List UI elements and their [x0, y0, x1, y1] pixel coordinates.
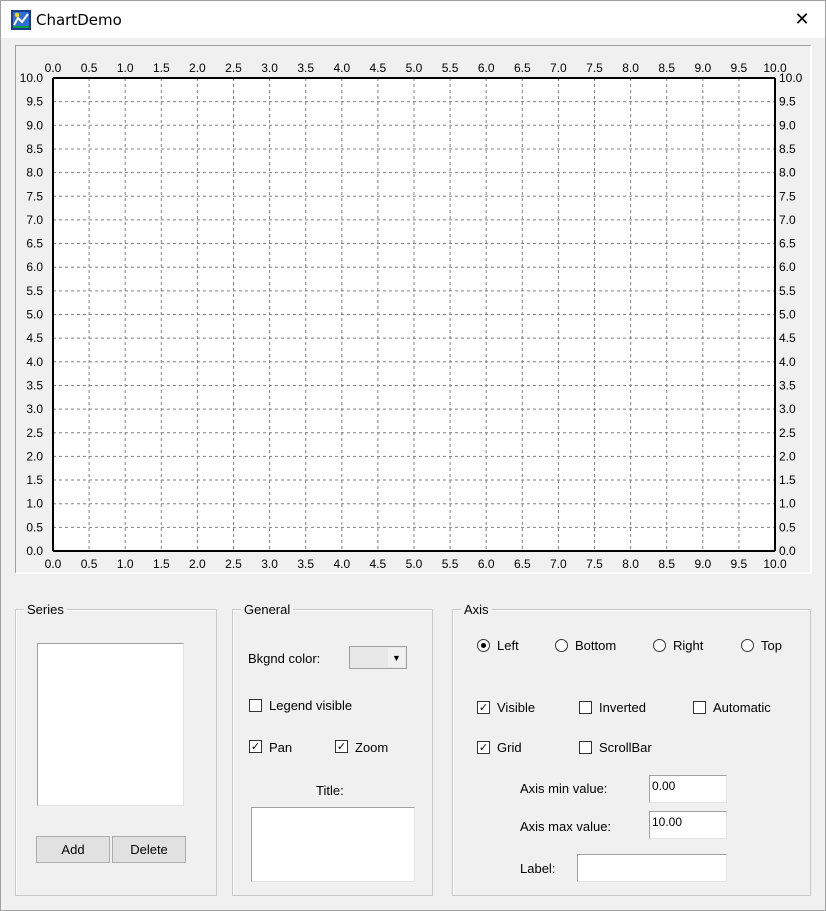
y-tick-label-left: 0.0 [26, 544, 43, 558]
y-tick-label-left: 8.5 [26, 141, 43, 156]
axis-radio-top[interactable] [741, 639, 754, 652]
x-tick-label-top: 6.5 [513, 61, 531, 75]
chartdemo-app-icon [11, 10, 31, 30]
y-tick-label-right: 9.5 [779, 94, 796, 109]
zoom-label[interactable]: Zoom [355, 740, 389, 755]
series-group [15, 602, 217, 896]
x-tick-label-top: 3.5 [297, 61, 315, 75]
axis-min-input[interactable]: 0.00 [649, 775, 727, 803]
y-tick-label-right: 1.0 [779, 496, 796, 511]
axis-grid-checkbox[interactable]: ✓ [478, 741, 489, 754]
y-tick-label-left: 6.5 [26, 236, 43, 251]
x-tick-label-bottom: 4.5 [369, 557, 387, 571]
y-tick-label-left: 7.5 [26, 189, 43, 204]
axis-automatic-checkbox[interactable] [693, 701, 706, 714]
x-tick-label-bottom: 8.5 [658, 557, 676, 571]
y-tick-label-right: 9.0 [779, 118, 796, 133]
y-tick-label-left: 5.5 [26, 283, 43, 298]
x-tick-label-top: 3.0 [261, 61, 278, 75]
y-tick-label-left: 0.5 [26, 520, 43, 535]
zoom-checkbox[interactable]: ✓ [336, 740, 347, 753]
x-tick-label-bottom: 1.5 [152, 557, 170, 571]
pan-label[interactable]: Pan [269, 740, 293, 755]
axis-radio-right[interactable] [653, 639, 666, 652]
y-tick-label-left: 1.0 [26, 496, 43, 511]
axis-max-label: Axis max value: [520, 819, 612, 834]
x-tick-label-top: 6.0 [477, 61, 495, 75]
y-tick-label-right: 6.5 [779, 236, 796, 251]
y-tick-label-left: 10.0 [19, 71, 43, 85]
delete-series-button[interactable] [112, 836, 186, 863]
y-tick-label-right: 1.5 [779, 473, 796, 488]
legend-visible-label[interactable]: Legend visible [269, 698, 353, 713]
y-tick-label-right: 5.0 [779, 307, 796, 322]
series-list[interactable] [37, 643, 184, 806]
axis-min-label: Axis min value: [520, 781, 608, 796]
bkgnd-color-label: Bkgnd color: [248, 651, 321, 666]
x-tick-label-bottom: 7.0 [550, 557, 567, 571]
x-tick-label-bottom: 3.0 [261, 557, 278, 571]
title-label: Title: [316, 783, 344, 798]
x-tick-label-top: 8.0 [622, 61, 639, 75]
y-tick-label-left: 4.5 [26, 331, 43, 346]
axis-radio-bottom-label[interactable]: Bottom [575, 638, 617, 653]
axis-group [452, 602, 811, 896]
axis-label-label: Label: [520, 861, 556, 876]
x-tick-label-bottom: 5.5 [441, 557, 459, 571]
y-tick-label-right: 4.0 [779, 354, 796, 369]
axis-label-input[interactable] [577, 854, 727, 882]
pan-checkbox[interactable]: ✓ [250, 740, 261, 753]
y-tick-label-right: 3.0 [779, 402, 796, 417]
general-group [232, 602, 433, 896]
bkgnd-color-combo[interactable] [349, 646, 407, 669]
y-tick-label-left: 2.5 [26, 425, 43, 440]
axis-inverted-label[interactable]: Inverted [599, 700, 646, 715]
y-tick-label-right: 2.0 [779, 449, 796, 464]
axis-radio-left-label[interactable]: Left [497, 638, 519, 653]
y-tick-label-left: 9.0 [26, 118, 43, 133]
y-tick-label-left: 1.5 [26, 473, 43, 488]
y-tick-label-right: 0.0 [779, 544, 796, 558]
x-tick-label-top: 9.0 [694, 61, 712, 75]
x-tick-label-bottom: 6.0 [477, 557, 495, 571]
radio-selected-dot [481, 643, 486, 648]
chevron-down-icon[interactable]: ▼ [388, 648, 405, 667]
x-tick-label-bottom: 0.0 [44, 557, 62, 571]
x-tick-label-top: 4.5 [369, 61, 387, 75]
axis-group-title: Axis [461, 602, 492, 617]
x-tick-label-bottom: 2.5 [225, 557, 242, 571]
axis-radio-left[interactable] [477, 639, 490, 652]
axis-scrollbar-checkbox[interactable] [579, 741, 592, 754]
x-tick-label-bottom: 5.0 [405, 557, 423, 571]
legend-visible-checkbox[interactable] [249, 699, 262, 712]
y-tick-label-right: 4.5 [779, 331, 796, 346]
y-tick-label-left: 8.0 [26, 165, 43, 180]
x-tick-label-bottom: 4.0 [333, 557, 351, 571]
window-title: ChartDemo [36, 11, 122, 29]
y-tick-label-left: 3.5 [26, 378, 43, 393]
axis-visible-label[interactable]: Visible [497, 700, 536, 715]
add-series-button[interactable] [36, 836, 110, 863]
x-tick-label-top: 2.5 [225, 61, 242, 75]
y-tick-label-left: 5.0 [26, 307, 43, 322]
chart-title-input[interactable] [251, 807, 415, 882]
axis-radio-bottom[interactable] [555, 639, 568, 652]
title-bar[interactable] [1, 1, 825, 38]
x-tick-label-top: 0.0 [44, 61, 62, 75]
chart-control[interactable] [15, 45, 812, 574]
x-tick-label-bottom: 7.5 [586, 557, 603, 571]
y-tick-label-right: 8.0 [779, 165, 796, 180]
axis-automatic-label[interactable]: Automatic [713, 700, 771, 715]
axis-max-input[interactable]: 10.00 [649, 811, 727, 839]
axis-grid-label[interactable]: Grid [497, 740, 522, 755]
x-tick-label-bottom: 10.0 [763, 557, 787, 571]
x-tick-label-top: 1.0 [116, 61, 134, 75]
y-tick-label-left: 3.0 [26, 402, 43, 417]
close-button[interactable] [779, 1, 825, 38]
x-tick-label-bottom: 3.5 [297, 557, 315, 571]
series-group-title: Series [24, 602, 67, 617]
y-tick-label-right: 6.0 [779, 260, 796, 275]
x-tick-label-bottom: 1.0 [116, 557, 134, 571]
axis-radio-top-label[interactable]: Top [761, 638, 782, 653]
y-tick-label-right: 0.5 [779, 520, 796, 535]
x-tick-label-top: 0.5 [80, 61, 98, 75]
x-tick-label-top: 7.5 [586, 61, 603, 75]
x-tick-label-top: 10.0 [763, 61, 787, 75]
x-tick-label-bottom: 2.0 [189, 557, 206, 571]
x-tick-label-top: 5.0 [405, 61, 423, 75]
y-tick-label-right: 7.5 [779, 189, 796, 204]
close-icon: ✕ [794, 9, 810, 29]
y-tick-label-left: 2.0 [26, 449, 43, 464]
chart-plot[interactable] [16, 46, 813, 575]
y-tick-label-right: 3.5 [779, 378, 796, 393]
x-tick-label-bottom: 0.5 [80, 557, 98, 571]
x-tick-label-top: 9.5 [730, 61, 748, 75]
y-tick-label-right: 10.0 [779, 71, 803, 85]
axis-inverted-checkbox[interactable] [579, 701, 592, 714]
x-tick-label-bottom: 9.5 [730, 557, 748, 571]
y-tick-label-right: 7.0 [779, 212, 796, 227]
x-tick-label-top: 2.0 [189, 61, 206, 75]
x-tick-label-bottom: 8.0 [622, 557, 639, 571]
y-tick-label-right: 5.5 [779, 283, 796, 298]
y-tick-label-left: 6.0 [26, 260, 43, 275]
axis-radio-right-label[interactable]: Right [673, 638, 704, 653]
axis-visible-checkbox[interactable]: ✓ [478, 701, 489, 714]
x-tick-label-bottom: 9.0 [694, 557, 712, 571]
general-group-title: General [241, 602, 293, 617]
delete-series-button-label: Delete [130, 842, 168, 857]
y-tick-label-right: 8.5 [779, 141, 796, 156]
x-tick-label-top: 1.5 [152, 61, 170, 75]
y-tick-label-right: 2.5 [779, 425, 796, 440]
x-tick-label-top: 5.5 [441, 61, 459, 75]
x-tick-label-top: 4.0 [333, 61, 351, 75]
y-tick-label-left: 9.5 [26, 94, 43, 109]
axis-scrollbar-label[interactable]: ScrollBar [599, 740, 652, 755]
x-tick-label-top: 8.5 [658, 61, 676, 75]
add-series-button-label: Add [61, 842, 85, 857]
y-tick-label-left: 7.0 [26, 212, 43, 227]
x-tick-label-top: 7.0 [550, 61, 567, 75]
y-tick-label-left: 4.0 [26, 354, 43, 369]
x-tick-label-bottom: 6.5 [513, 557, 531, 571]
